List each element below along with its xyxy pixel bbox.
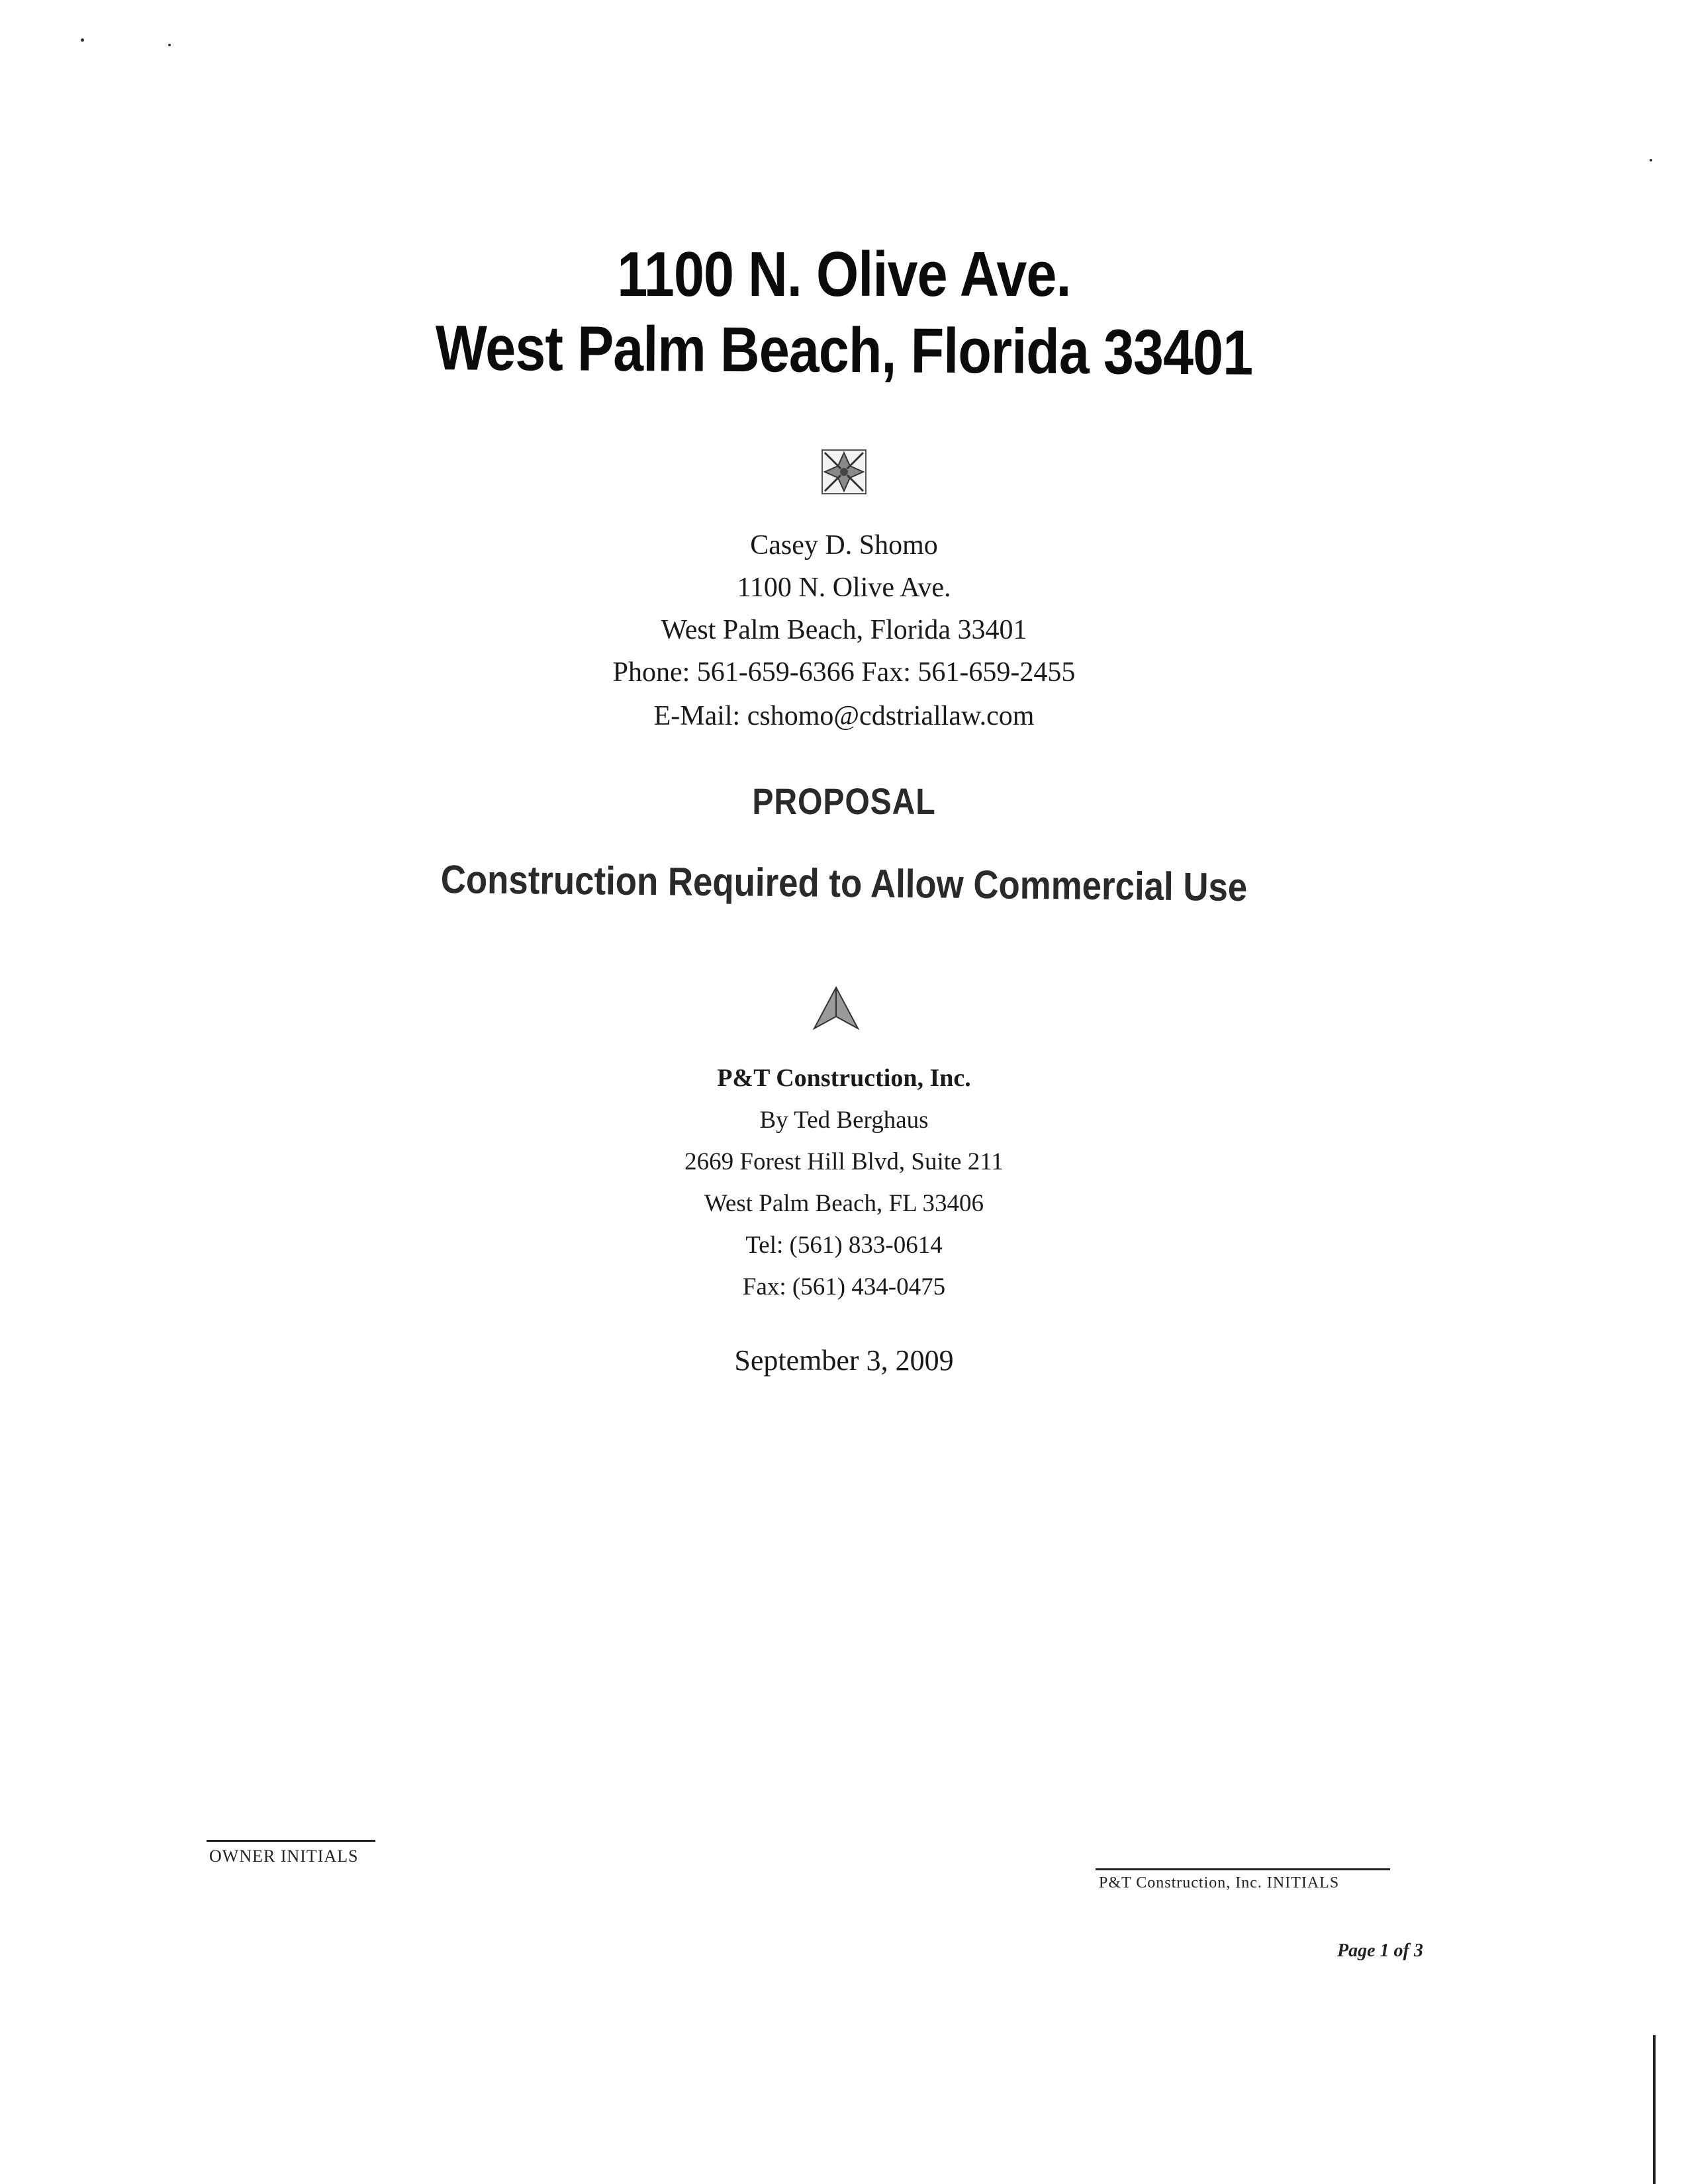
owner-initials-line[interactable] [207, 1840, 375, 1842]
scan-speck [1650, 159, 1652, 161]
scan-speck [81, 38, 84, 42]
contractor-initials-line[interactable] [1096, 1868, 1390, 1870]
document-date: September 3, 2009 [734, 1344, 954, 1377]
owner-address: 1100 N. Olive Ave. [737, 572, 951, 603]
contractor-block [0, 1058, 1688, 1308]
contractor-initials-label: P&T Construction, Inc. INITIALS [1099, 1874, 1340, 1891]
scan-speck [168, 44, 171, 46]
cross-emblem-icon [821, 449, 867, 495]
page-number: Page 1 of 3 [1337, 1940, 1423, 1961]
contractor-tel: Tel: (561) 833-0614 [745, 1232, 943, 1259]
owner-initials-label: OWNER INITIALS [209, 1846, 359, 1866]
contractor-address: 2669 Forest Hill Blvd, Suite 211 [684, 1148, 1004, 1175]
contractor-fax: Fax: (561) 434-0475 [742, 1273, 946, 1300]
contractor-city: West Palm Beach, FL 33406 [704, 1190, 984, 1217]
owner-email: E-Mail: cshomo@cdstriallaw.com [653, 701, 1035, 731]
contractor-name: P&T Construction, Inc. [717, 1064, 971, 1092]
scan-edge-mark [1653, 2035, 1656, 2184]
page-title-line1: 1100 N. Olive Ave. [617, 239, 1071, 310]
page-title-line2: West Palm Beach, Florida 33401 [435, 312, 1253, 388]
contractor-representative: By Ted Berghaus [759, 1107, 929, 1134]
document-subject: Construction Required to Allow Commercial Use [440, 856, 1248, 910]
owner-phone-fax: Phone: 561-659-6366 Fax: 561-659-2455 [612, 657, 1076, 688]
document-type: PROPOSAL [752, 780, 936, 822]
owner-name: Casey D. Shomo [750, 530, 938, 561]
owner-city: West Palm Beach, Florida 33401 [661, 615, 1027, 645]
arrowhead-logo-icon [813, 986, 859, 1031]
